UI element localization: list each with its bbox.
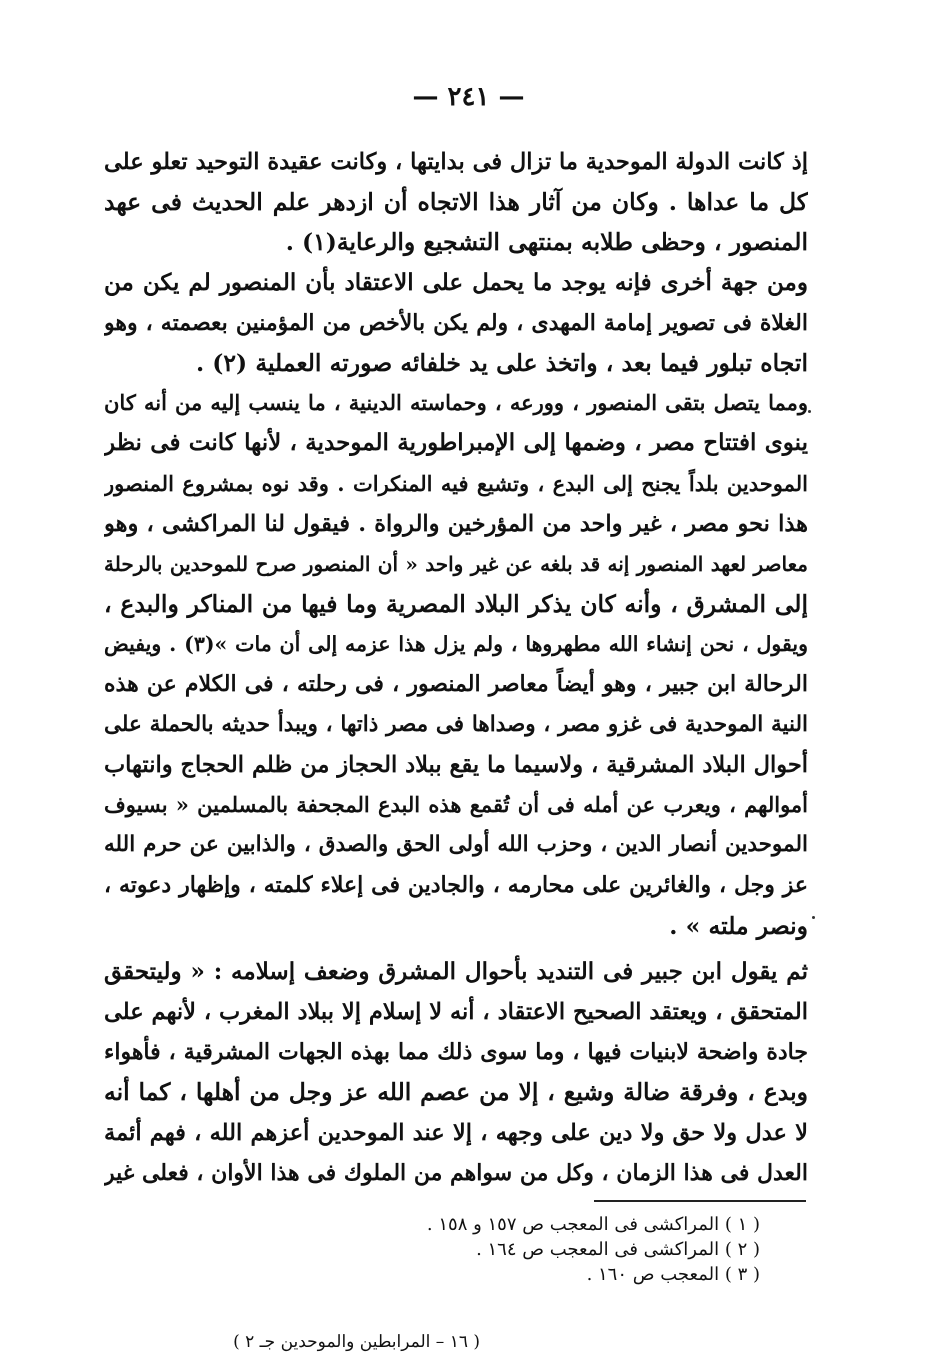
text-line: الموحدين أنصار الدين ، وحزب الله أولى الحق والصدق ، والذابين عن حرم الله (104, 832, 808, 858)
footnote: ( ٣ ) المعجب ص ١٦٠ . (586, 1264, 760, 1285)
text-line: جادة واضحة لابنيات فيها ، وما سوى ذلك مما بهذه الجهات المشرقية ، فأهواء (104, 1039, 808, 1066)
text-line: اتجاه تبلور فيما بعد ، واتخذ على يد خلفائه صورته العملية (٢) . (195, 348, 808, 377)
footnote: ( ٢ ) المراكشى فى المعجب ص ١٦٤ . (476, 1239, 760, 1260)
print-speck (812, 916, 815, 919)
page-number: — ٢٤١ — (412, 82, 525, 112)
text-line: كل ما عداها . وكان من آثار هذا الاتجاه أن ازدهر علم الحديث فى عهد (104, 188, 808, 217)
text-line: الغلاة فى تصوير إمامة المهدى ، ولم يكن بالأخص من المؤمنين بعصمته ، وهو (104, 309, 808, 336)
text-line: معاصر لعهد المنصور إنه قد بلغه عن غير واحد « أن المنصور صرح للموحدين بالرحلة (104, 551, 808, 576)
text-line: ويقول ، نحن إنشاء الله مطهروها ، ولم يزل هذا عزمه إلى أن مات »(٣) . ويفيض (104, 632, 808, 657)
text-line: لا عدل ولا حق ولا دين على وجهه ، إلا عند الموحدين أعزهم الله ، فهم أئمة (104, 1119, 808, 1146)
text-line: ينوى افتتاح مصر ، وضمها إلى الإمبراطورية الموحدية ، لأنها كانت فى نظر (104, 429, 808, 457)
page-footer: ( ١٦ – المرابطين والموحدين جـ ٢ ) (233, 1332, 480, 1352)
text-line: المتحقق ، ويعتقد الصحيح الاعتقاد ، أنه لا إسلام إلا ببلاد المغرب ، لأنهم على (104, 998, 808, 1025)
text-line: أموالهم ، ويعرب عن أمله فى أن تُقمع هذه البدع المجحفة بالمسلمين « بسيوف (104, 792, 808, 817)
text-line: المنصور ، وحظى طلابه بمنتهى التشجيع والرعاية(١) . (285, 228, 808, 257)
print-speck (808, 410, 811, 413)
text-line: إذ كانت الدولة الموحدية ما تزال فى بدايتها ، وكانت عقيدة التوحيد تعلو على (104, 149, 808, 175)
text-line: هذا نحو مصر ، غير واحد من المؤرخين والرواة . فيقول لنا المراكشى ، وهو (104, 510, 808, 537)
footnotes (300, 1212, 760, 1287)
text-line: وبدع ، وفرقة ضالة وشيع ، إلا من عصم الله عز وجل من أهلها ، كما أنه (104, 1078, 808, 1107)
text-line: الموحدين بلداً يجنح إلى البدع ، وتشيع فيه المنكرات . وقد نوه بمشروع المنصور (104, 470, 808, 496)
text-line: عز وجل ، والغائرين على محارمه ، والجادين فى إعلاء كلمته ، وإظهار دعوته ، (104, 872, 808, 899)
footnote-divider (594, 1200, 806, 1202)
text-line: أحوال البلاد المشرقية ، ولاسيما ما يقع ببلاد الحجاز من ظلم الحجاج وانتهاب (104, 751, 808, 778)
text-line: الرحالة ابن جبير ، وهو أيضاً معاصر المنصور ، فى رحلته ، فى الكلام عن هذه (104, 671, 808, 698)
text-line: النية الموحدية فى غزو مصر ، وصداها فى مصر ذاتها ، ويبدأ حديثه بالحملة على (104, 711, 808, 737)
text-line: ثم يقول ابن جبير فى التنديد بأحوال المشرق وضعف إسلامه : « وليتحقق (104, 957, 808, 985)
text-line: إلى المشرق ، وأنه كان يذكر البلاد المصرية وما فيها من المناكر والبدع ، (104, 590, 808, 619)
text-line: ونصر ملته » . (669, 911, 808, 940)
footnote: ( ١ ) المراكشى فى المعجب ص ١٥٧ و ١٥٨ . (426, 1214, 760, 1235)
text-line: العدل فى هذا الزمان ، وكل من سواهم من الملوك فى هذا الأوان ، فعلى غير (104, 1159, 808, 1186)
body-text (104, 142, 808, 1193)
text-line: ومن جهة أخرى فإنه يوجد ما يحمل على الاعتقاد بأن المنصور لم يكن من (104, 268, 808, 296)
text-line: ومما يتصل بتقى المنصور ، وورعه ، وحماسته الدينية ، ما ينسب إليه من أنه كان (104, 390, 808, 416)
